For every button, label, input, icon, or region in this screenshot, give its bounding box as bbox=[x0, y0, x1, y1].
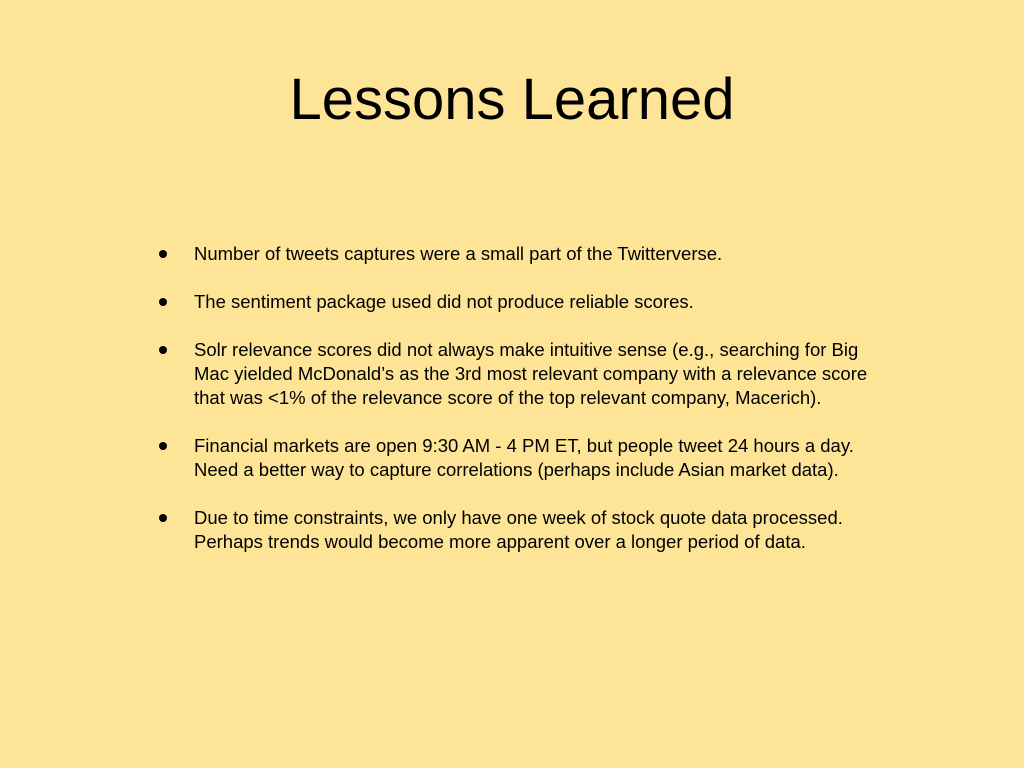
bullet-item bbox=[156, 290, 896, 314]
bullet-text: Solr relevance scores did not always make intuitive sense (e.g., searching for Big Mac yielded McDonald’s as the 3rd most relevant company with a relevance score that was <1% of the relevance score of the top relevant company, Macerich). bbox=[194, 339, 868, 408]
bullet-item bbox=[156, 242, 896, 266]
bullet-text: The sentiment package used did not produce reliable scores. bbox=[194, 291, 694, 312]
bullet-item bbox=[156, 506, 896, 554]
bullet-dot-icon bbox=[159, 442, 167, 450]
bullet-item bbox=[156, 434, 896, 482]
slide-title: Lessons Learned bbox=[289, 67, 735, 132]
bullet-dot-icon bbox=[159, 298, 167, 306]
bullet-text: Number of tweets captures were a small part of the Twitterverse. bbox=[194, 243, 723, 264]
bullet-text: Due to time constraints, we only have one week of stock quote data processed. Perhaps trends would become more apparent over a longer period of data. bbox=[194, 507, 843, 552]
bullet-dot-icon bbox=[159, 514, 167, 522]
bullet-text: Financial markets are open 9:30 AM - 4 PM ET, but people tweet 24 hours a day. Need a better way to capture correlations (perhaps include Asian market data). bbox=[194, 435, 854, 480]
bullet-item bbox=[156, 338, 896, 410]
bullet-dot-icon bbox=[159, 250, 167, 258]
bullet-list bbox=[156, 242, 896, 578]
bullet-dot-icon bbox=[159, 346, 167, 354]
